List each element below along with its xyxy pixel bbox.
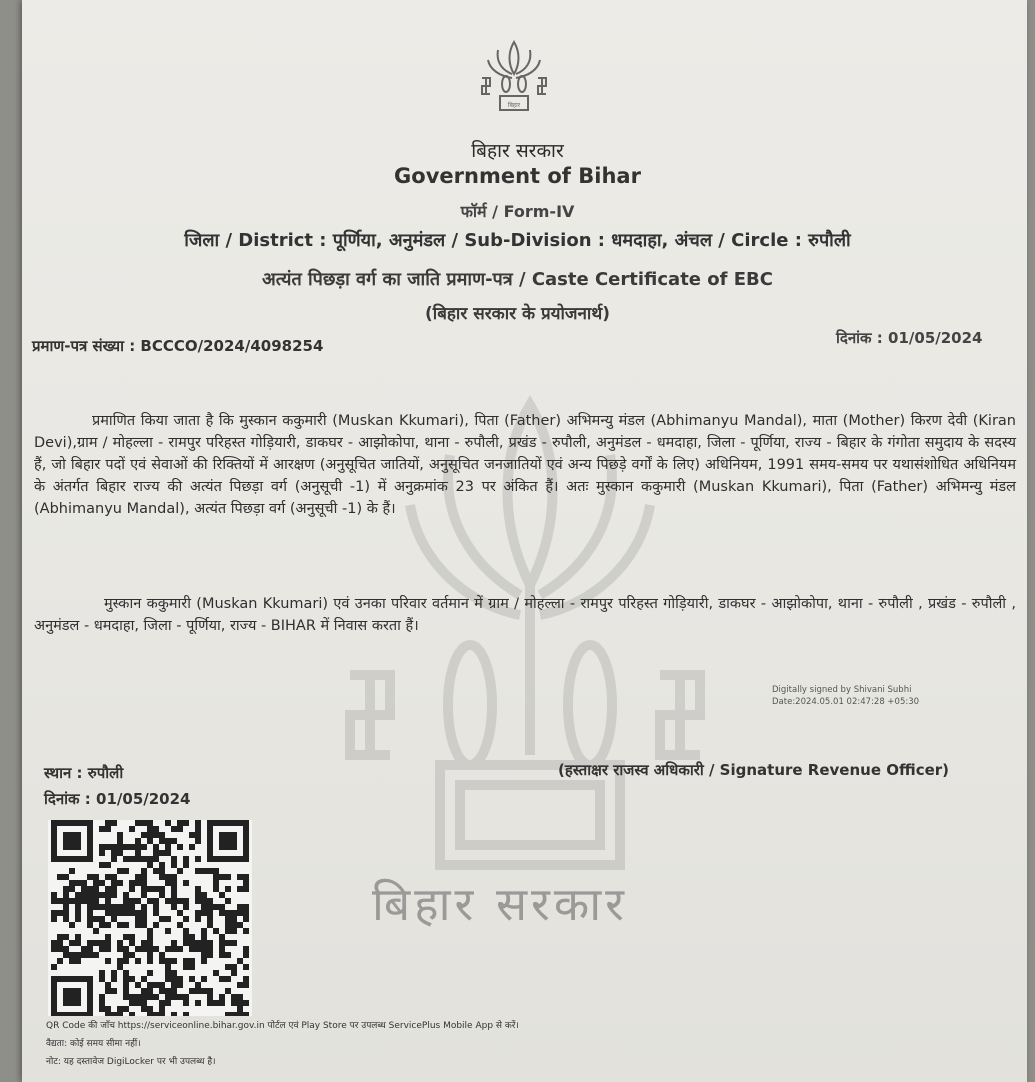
footer-note-validity: वैद्यता: कोई समय सीमा नहीं। — [46, 1039, 141, 1049]
certificate-title: अत्यंत पिछड़ा वर्ग का जाति प्रमाण-पत्र / Caste Certificate of EBC — [262, 269, 773, 290]
certificate-body-paragraph-1: प्रमाणित किया जाता है कि मुस्कान ककुमारी (Muskan Kkumari), पिता (Father) अभिमन्यु मंडल (Abhimanyu Mandal), माता (Mother) किरण देवी (Kiran Devi),ग्राम / मोहल्ला - रामपुर परिहस्त गोड़ियारी, डाकघर - आझोकोपा, थाना - रुपौली, प्रखंड - रुपौली, अनुमंडल - धमदाहा, जिला - पूर्णिया, राज्य - बिहार के गंगोता समुदाय के सदस्य हैं, जो बिहार पदों एवं सेवाओं की रिक्तियों में आरक्षण (अनुसूचित जातियों, अनुसूचित जनजातियों एवं अन्य पिछड़े वर्गों के लिए) अधिनियम, 1991 समय-समय पर यथासंशोधित अधिनियम के अंतर्गत बिहार राज्य की अत्यंत पिछड़ा वर्ग (अनुसूची -1) में अनुक्रमांक 23 पर अंकित हैं। अतः मुस्कान ककुमारी (Muskan Kkumari), पिता (Father) अभिमन्यु मंडल (Abhimanyu Mandal), अत्यंत पिछड़ा वर्ग (अनुसूची -1) के हैं। — [34, 413, 1016, 517]
digital-signature-date: Date:2024.05.01 02:47:28 +05:30 — [772, 697, 920, 707]
government-title-english: Government of Bihar — [394, 164, 641, 188]
certificate-number: प्रमाण-पत्र संख्या : BCCCO/2024/4098254 — [32, 337, 324, 355]
footer-note-digilocker: नोट: यह दस्तावेज DigiLocker पर भी उपलब्ध है। — [46, 1057, 216, 1067]
emblem-text: बिहार — [507, 102, 521, 109]
form-number: फॉर्म / Form-IV — [460, 202, 575, 221]
digital-signature-block — [772, 684, 919, 708]
place-label: स्थान : रुपौली — [44, 764, 124, 782]
certificate-purpose: (बिहार सरकार के प्रयोजनार्थ) — [425, 304, 610, 324]
digital-signature-signer: Digitally signed by Shivani Subhi — [772, 685, 912, 695]
signature-label: (हस्ताक्षर राजस्व अधिकारी / Signature Revenue Officer) — [558, 761, 950, 779]
district-line: जिला / District : पूर्णिया, अनुमंडल / Sub-Division : धमदाहा, अंचल / Circle : रुपौली — [184, 230, 851, 251]
issue-date-top: दिनांक : 01/05/2024 — [836, 329, 983, 347]
qr-code[interactable] — [48, 820, 252, 1016]
watermark-text: बिहार सरकार — [372, 877, 628, 931]
bihar-emblem-logo — [474, 38, 554, 116]
footer-note-qr: QR Code की जाँच https://serviceonline.bihar.gov.in पोर्टल एवं Play Store पर उपलब्ध ServicePlus Mobile App से करें। — [46, 1021, 519, 1031]
government-title-hindi: बिहार सरकार — [471, 140, 564, 162]
issue-date-bottom: दिनांक : 01/05/2024 — [44, 790, 191, 808]
certificate-body-paragraph-2: मुस्कान ककुमारी (Muskan Kkumari) एवं उनका परिवार वर्तमान में ग्राम / मोहल्ला - रामपुर परिहस्त गोड़ियारी, डाकघर - आझोकोपा, थाना - रुपौली , प्रखंड - रुपौली , अनुमंडल - धमदाहा, जिला - पूर्णिया, राज्य - BIHAR में निवास करता हैं। — [34, 596, 1016, 634]
